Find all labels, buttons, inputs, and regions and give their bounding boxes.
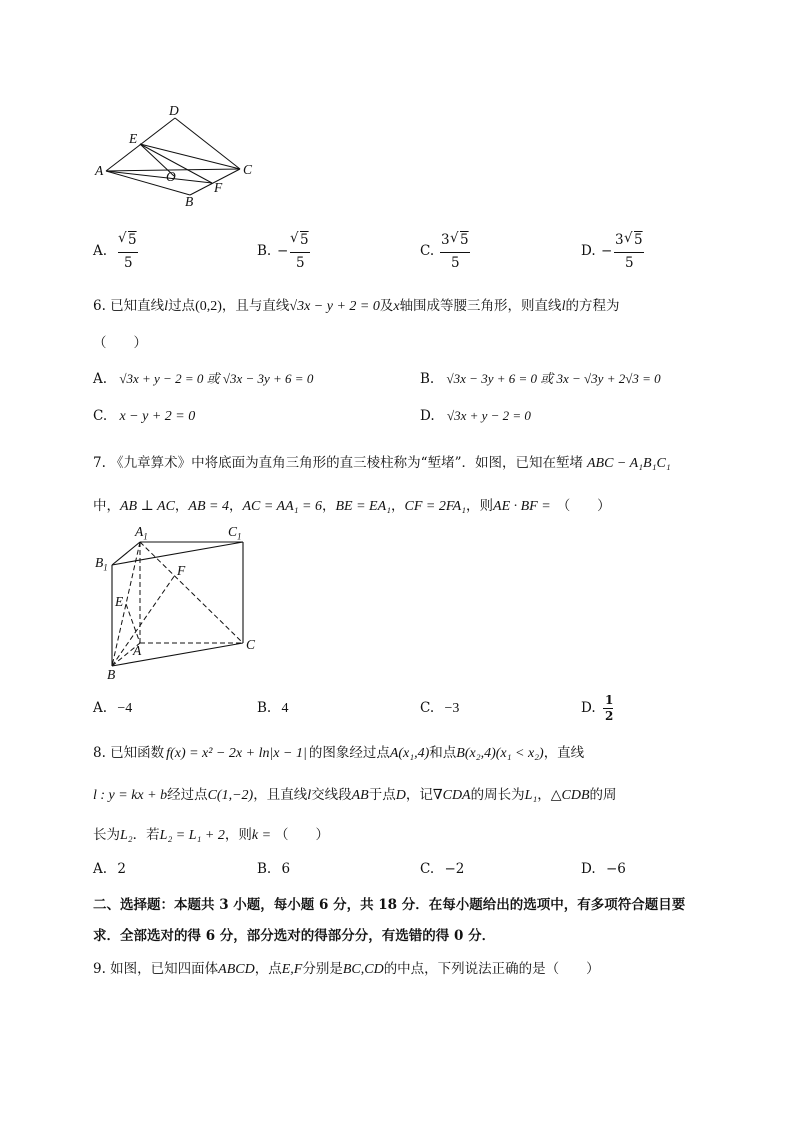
fig2-label-text: B (95, 555, 104, 570)
math-point: (0,2) (195, 299, 222, 314)
q8-stem-line2 (93, 783, 617, 804)
fig2-label-F: F (177, 563, 186, 578)
option-numerator: 1 (605, 693, 614, 707)
q5-option-b-letter: B. (257, 243, 272, 259)
math-var: l (561, 299, 566, 314)
q5-option-d-coef: 3 (615, 232, 624, 248)
q5-option-a-letter: A. (93, 243, 108, 259)
option-letter: A. (93, 371, 108, 387)
q6-text: ，且与直线 (221, 298, 290, 314)
math-var: l (164, 299, 169, 314)
q8-text: ．若 (132, 827, 160, 843)
fig1-label-A: A (95, 163, 104, 178)
math-line-l: l : y = kx + b (93, 788, 168, 803)
q8-option-c[interactable] (420, 861, 464, 877)
math-perp: AB ⊥ AC (120, 499, 175, 514)
math-segment: AB (351, 788, 369, 803)
q7-text: ， (174, 498, 189, 514)
q7-option-c[interactable] (420, 700, 459, 717)
section-2-line2: 求．全部选对的得 6 分，部分选对的得部分分，有选错的得 0 分． (93, 928, 496, 944)
q5-option-d-letter: D. (581, 243, 596, 259)
fig1-label-E: E (129, 131, 138, 146)
option-text: −6 (605, 861, 626, 877)
q6-text: 6. 已知直线 (93, 298, 165, 314)
radical-icon: √ (118, 230, 127, 246)
option-letter: D. (581, 861, 596, 877)
math-prism: ABC − A₁B₁C₁ (586, 456, 671, 471)
fig2-label-C: C (246, 637, 256, 652)
option-text: √3x + y − 2 = 0 或 √3x − 3y + 6 = 0 (119, 371, 314, 386)
q8-text: ，记 (405, 787, 433, 803)
math-point-b: B(x₂,4)(x₁ < x₂) (456, 746, 544, 761)
q5-option-c-coef: 3 (441, 232, 450, 248)
q6-text: 及 (379, 298, 394, 314)
math-var: D (395, 788, 406, 803)
fig2-label-C1 (228, 524, 242, 542)
math-relation: L₂ = L₁ + 2 (159, 828, 225, 843)
q8-stem-line1 (93, 741, 584, 762)
q5-option-d-radicand: 5 (634, 232, 643, 248)
fig2-label-B: B (107, 667, 116, 682)
q5-option-a-denominator: 5 (124, 255, 133, 271)
option-text: x − y + 2 = 0 (119, 409, 196, 424)
fig2-label-sub: 1 (103, 562, 108, 573)
option-letter: D. (420, 408, 435, 424)
q7-text: 7. 《九章算术》中将底面为直角三角形的直三棱柱称为“堑堵”．如图，已知在堑堵 (93, 455, 583, 471)
option-text: 6 (281, 861, 291, 877)
option-text: √3x − 3y + 6 = 0 或 3x − √3y + 2√3 = 0 (446, 371, 661, 386)
q8-text: 长为 (93, 827, 120, 843)
q8-option-d[interactable] (581, 861, 626, 877)
option-text: −2 (444, 861, 465, 877)
math-ac: AC = AA₁ = 6 (242, 499, 322, 514)
math-vector-be: BE = EA₁ (335, 499, 392, 514)
option-letter: D. (581, 700, 596, 716)
q8-option-a[interactable] (93, 861, 126, 877)
q8-text: 8. 已知函数 (93, 745, 165, 761)
q5-option-d-sign: − (601, 243, 613, 259)
math-point-a: A(x₁,4) (389, 746, 430, 761)
option-letter: C. (420, 861, 435, 877)
math-point-c: C(1,−2) (207, 788, 254, 803)
q9-text: 的中点，下列说法正确的是（ ） (383, 961, 600, 977)
radical-icon: √ (450, 230, 459, 246)
q7-text: ，则 (466, 498, 494, 514)
q7-option-a[interactable] (93, 700, 132, 717)
q8-text: 的图象经过点 (308, 745, 390, 761)
q8-text: ，直线 (543, 745, 585, 761)
math-var: L₁ (524, 788, 538, 803)
option-text: √3x + y − 2 = 0 (446, 408, 531, 423)
option-text: −4 (117, 701, 133, 716)
section-2-line1: 二、选择题：本题共 3 小题，每小题 6 分，共 18 分．在每小题给出的选项中，有多项符合题目要 (93, 897, 686, 913)
q5-option-b-radicand: 5 (300, 232, 309, 248)
math-edges: BC,CD (342, 962, 384, 977)
radical-icon: √ (290, 230, 299, 246)
q7-text: ， (321, 498, 336, 514)
option-letter: C. (93, 408, 108, 424)
question-9 (93, 957, 600, 978)
q7-text: 中， (93, 498, 120, 514)
q6-answer-paren: （ ） (93, 335, 147, 351)
fig2-label-B1 (95, 555, 108, 573)
q6-text: 的方程为 (565, 298, 620, 314)
q5-option-d-denominator: 5 (625, 255, 634, 271)
q5-option-c-radicand: 5 (460, 232, 469, 248)
fig1-label-D: D (169, 103, 179, 118)
option-letter: B. (257, 700, 272, 716)
math-equation: √3x − y + 2 = 0 (289, 299, 380, 314)
fig2-label-text: A (135, 524, 144, 539)
q5-option-c-letter: C. (420, 243, 435, 259)
q8-text: 的周 (589, 787, 617, 803)
q8-text: 和点 (429, 745, 457, 761)
math-var: l (307, 788, 312, 803)
option-text: 2 (117, 861, 126, 877)
q8-answer-paren: （ ） (275, 827, 330, 843)
math-var: k = (251, 828, 272, 843)
q8-text: ，且直线 (253, 787, 308, 803)
math-ab: AB = 4 (188, 499, 229, 514)
math-var: x (393, 299, 400, 314)
q6-text: 轴围成等腰三角形，则直线 (399, 298, 562, 314)
q8-text: ，则 (224, 827, 252, 843)
math-vector-cf: CF = 2FA₁ (404, 499, 467, 514)
fig2-label-E: E (115, 594, 124, 609)
math-var: L₂ (120, 828, 133, 843)
q5-option-b-denominator: 5 (296, 255, 305, 271)
q9-text: 分别是 (302, 961, 343, 977)
q8-text: ， (537, 787, 551, 803)
math-triangle: △CDB (550, 788, 590, 803)
option-text: 4 (281, 701, 289, 716)
q5-option-b-sign: − (277, 243, 289, 259)
math-points: E,F (281, 962, 303, 977)
math-dot-product: AE · BF = (493, 499, 551, 514)
math-function: f(x) = x² − 2x + ln|x − 1| (166, 746, 307, 761)
q7-text: ， (391, 498, 405, 514)
fig2-label-sub: 1 (143, 531, 148, 542)
q7-text: ， (228, 498, 243, 514)
fig2-label-A: A (133, 643, 142, 658)
fig1-label-B: B (185, 194, 194, 209)
math-triangle: ∇CDA (432, 788, 471, 803)
radical-icon: √ (624, 230, 633, 246)
q7-answer-paren: （ ） (556, 498, 611, 514)
fig1-label-F: F (214, 180, 223, 195)
option-letter: B. (257, 861, 272, 877)
option-letter: B. (420, 371, 435, 387)
option-text: −3 (444, 701, 460, 716)
math-tetrahedron: ABCD (218, 962, 255, 977)
q8-text: 于点 (368, 787, 396, 803)
q5-option-c-denominator: 5 (451, 255, 460, 271)
option-letter: A. (93, 861, 108, 877)
fig1-label-O: O (166, 169, 176, 184)
q9-text: ，点 (254, 961, 282, 977)
q8-text: 交线段 (311, 787, 352, 803)
q8-text: 经过点 (167, 787, 208, 803)
fig1-label-C: C (243, 162, 253, 177)
q8-option-b[interactable] (257, 861, 290, 877)
option-letter: A. (93, 700, 108, 716)
q5-option-a-radicand: 5 (128, 232, 137, 248)
q7-option-b[interactable] (257, 700, 289, 717)
option-denominator: 2 (605, 709, 614, 723)
fig2-label-A1 (135, 524, 148, 542)
fig2-label-text: C (228, 524, 238, 539)
q6-text: 过点 (168, 298, 196, 314)
fig2-label-sub: 1 (237, 531, 242, 542)
q9-text: 9. 如图，已知四面体 (93, 961, 219, 977)
q8-stem-line3 (93, 823, 329, 844)
option-letter: C. (420, 700, 435, 716)
q8-text: 的周长为 (470, 787, 525, 803)
